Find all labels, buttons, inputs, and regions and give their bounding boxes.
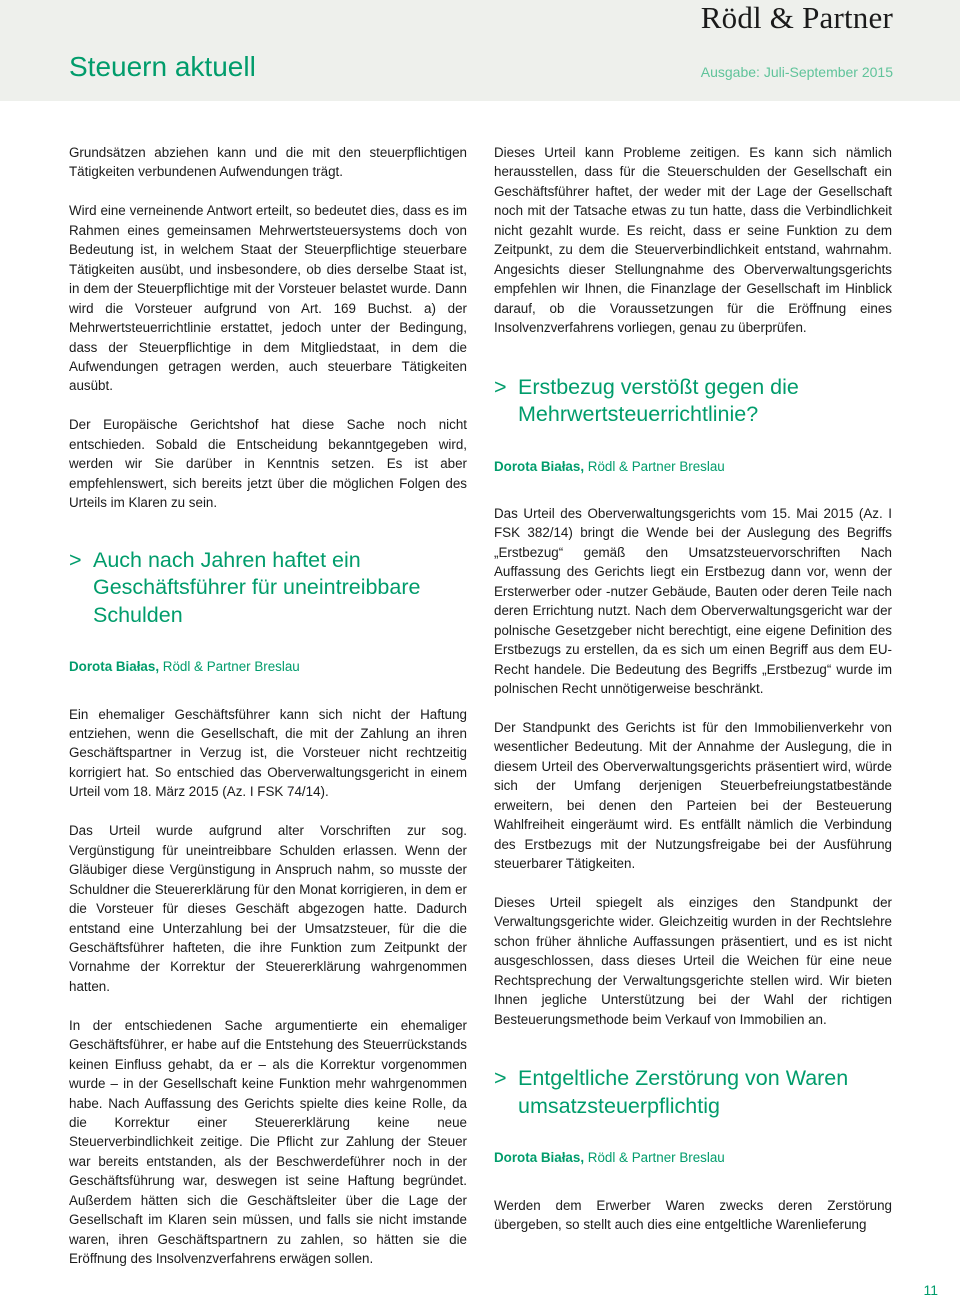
heading-text: Entgeltliche Zerstörung von Waren umsatzsteuerpflichtig [518, 1066, 849, 1118]
paragraph: Das Urteil des Oberverwaltungsgerichts vom 15. Mai 2015 (Az. I FSK 382/14) bringt die Wende bei der Auslegung des Begriffs „Erstbezug“ gemäß den Umsatzsteuervorschriften Nach Auffassung des Gerichts liegt ein Erstbezug dann vor, wenn der Ersterwerber oder -nutzer Gebäude, Bauten oder deren Teile nach deren Errichtung nutzt. Nach dem Oberverwaltungsgericht war der polnische Gesetzgeber nicht berechtigt, eine eigene Definition des Erstbezugs zu erstellen, da es sich um einen Begriff aus dem EU-Recht handele. Die Bedeutung des Begriffs „Erstbezug“ wurde im polnischen Recht unnötigerweise beschränkt. [494, 505, 892, 697]
author-affiliation: Rödl & Partner Breslau [587, 458, 725, 474]
right-column [494, 143, 892, 1235]
author-name: Dorota Białas, [69, 659, 160, 675]
paragraph: Wird eine verneinende Antwort erteilt, so bedeutet dies, dass es im Rahmen eines gemeinsamen Mehrwertsteuersystems doch von Bedeutung ist, in welchem Staat der Steuerpflichtige steuerbare Tätigkeiten ausübt, und insbesondere, ob dies derselbe Staat ist, in dem der Steuerpflichtige mit der Vorsteuer belastet wurde. Dann wird die Vorsteuer aufgrund von Art. 169 Buchst. a) der Mehrwertsteuerrichtlinie erstattet, jedoch unter der Bedingung, dass der Steuerpflichtige in dem Mitgliedstaat, in dem die Aufwendungen getragen werden, auch steuerbare Tätigkeiten ausübt. [69, 203, 467, 394]
author-name: Dorota Białas, [494, 458, 585, 474]
section-heading-zerstoerung [494, 1065, 892, 1120]
paragraph: Ein ehemaliger Geschäftsführer kann sich nicht der Haftung entziehen, wenn die Gesellschaft, die mit der Zahlung an ihren Geschäftspartner in Verzug ist, die Vorsteuer nicht rechtzeitig korrigiert hat. So entschied das Oberverwaltungsgericht in einem Urteil vom 18. März 2015 (Az. I FSK 74/14). [69, 706, 467, 800]
paragraph: Der Standpunkt des Gerichts ist für den Immobilienverkehr von wesentlicher Bedeutung. Mit der Annahme der Auslegung, die in diesem Urteil des Oberverwaltungsgerichts präsentiert wird, würde sich der Umfang derjenigen Steuerbefreiungstatbestände erweitern, bei denen den Parteien bei der Besteuerung Wahlfreiheit eingeräumt wird. Es entfällt nämlich die Verbindung des Erstbezugs mit der Nutzungsfreigabe bei der Ausführung steuerbarer Tätigkeiten. [494, 719, 892, 872]
author-name: Dorota Białas, [494, 1150, 585, 1166]
brand-logo: Rödl & Partner [700, 0, 893, 35]
byline [494, 457, 892, 476]
paragraph: In der entschiedenen Sache argumentierte ein ehemaliger Geschäftsführer, er habe auf die Entstehung des Steuerrückstands keinen Einfluss gehabt, da er – als die Korrektur vorgenommen wurde – in der Gesellschaft keine Funktion mehr wahrgenommen habe. Nach Auffassung des Gerichts spielte dies keine Rolle, da die Korrektur einer Steuererklärung keine neue Steuerverbindlichkeit zeitige. Die Pflicht zur Zahlung der Steuer war bereits entstanden, als der Beschwerdeführer noch in der Geschäftsführung war, deswegen ist seine Haftung begründet. Außerdem hätten sich die Geschäftsleiter über die Lage der Gesellschaft im Klaren sein müssen, und falls sie nicht imstande waren, ihren Geschäftspartnern zu zahlen, so hätten sie die Eröffnung des Insolvenzverfahrens erwägen sollen. [69, 1017, 467, 1267]
arrow-icon: > [69, 547, 82, 572]
arrow-icon: > [494, 374, 507, 399]
page-header [0, 0, 960, 101]
heading-text: Auch nach Jahren haftet ein Geschäftsführer für uneintreibbare Schulden [93, 547, 421, 627]
byline [69, 657, 467, 676]
page-number: 11 [923, 1282, 938, 1298]
paragraph: Werden dem Erwerber Waren zwecks deren Zerstörung übergeben, so stellt auch dies eine entgeltliche Warenlieferung [494, 1197, 892, 1233]
left-column [69, 143, 467, 1269]
paragraph: Dieses Urteil kann Probleme zeitigen. Es kann sich nämlich herausstellen, dass für die Steuerschulden der Gesellschaft ein Geschäftsführer haftet, der weder mit der Lage der Gesellschaft noch mit der Tatsache etwas zu tun hatte, dass die Verbindlichkeit nicht gezahlt wurde. Es reicht, dass er seine Funktion zu dem Zeitpunkt, zu dem die Steuerverbindlichkeit entstand, wahrnahm. Angesichts dieser Stellungnahme des Oberverwaltungsgerichts empfehlen wir Ihnen, die Finanzlage der Gesellschaft im Hinblick darauf, ob die Voraussetzungen für die Eröffnung eines Insolvenzverfahrens vorliegen, genau zu überprüfen. [494, 145, 892, 336]
author-affiliation: Rödl & Partner Breslau [162, 659, 300, 675]
arrow-icon: > [494, 1066, 507, 1091]
paragraph: Das Urteil wurde aufgrund alter Vorschriften zur sog. Vergünstigung für uneintreibbare Schulden erlassen. Wenn der Gläubiger diese Vergünstigung in Anspruch nahm, so musste der Schuldner die Steuererklärung für den Monat korrigieren, in dem er die Vorsteuer für dieses Geschäft abgezogen hatte. Dadurch entstand eine Unterzahlung bei der Umsatzsteuer, für die die Geschäftsführer hafteten, die ihre Funktion zum Zeitpunkt der Vornahme der Korrektur der Steuererklärung wahrgenommen hatten. [69, 823, 467, 994]
byline [494, 1148, 892, 1167]
paragraph: Dieses Urteil spiegelt als einziges den Standpunkt der Verwaltungsgerichte wider. Gleichzeitig wurden in der Rechtslehre schon früher ähnliche Auffassungen präsentiert, und es ist nicht ausgeschlossen, dass dieses Urteil die Weichen für eine neue Rechtsprechung der Verwaltungsgerichte stellen wird. Wir bieten Ihnen jegliche Unterstützung bei der Wahl der richtigen Besteuerungsmethode beim Verkauf von Immobilien an. [494, 895, 892, 1027]
section-heading-erstbezug [494, 374, 892, 429]
publication-title: Steuern aktuell [69, 51, 256, 82]
paragraph: Der Europäische Gerichtshof hat diese Sache noch nicht entschieden. Sobald die Entscheidung bekanntgegeben wird, werden wir Sie darüber in Kenntnis setzen. Es ist aber empfehlenswert, sich bereits jetzt über die möglichen Folgen des Urteils im Klaren zu sein. [69, 417, 467, 511]
section-heading-haftung [69, 547, 467, 630]
heading-text: Erstbezug verstößt gegen die Mehrwertsteuerrichtlinie? [518, 374, 799, 427]
paragraph: Grundsätzen abziehen kann und die mit den steuerpflichtigen Tätigkeiten verbundenen Aufwendungen trägt. [69, 145, 467, 180]
author-affiliation: Rödl & Partner Breslau [587, 1150, 725, 1166]
edition-label: Ausgabe: Juli-September 2015 [700, 64, 893, 80]
